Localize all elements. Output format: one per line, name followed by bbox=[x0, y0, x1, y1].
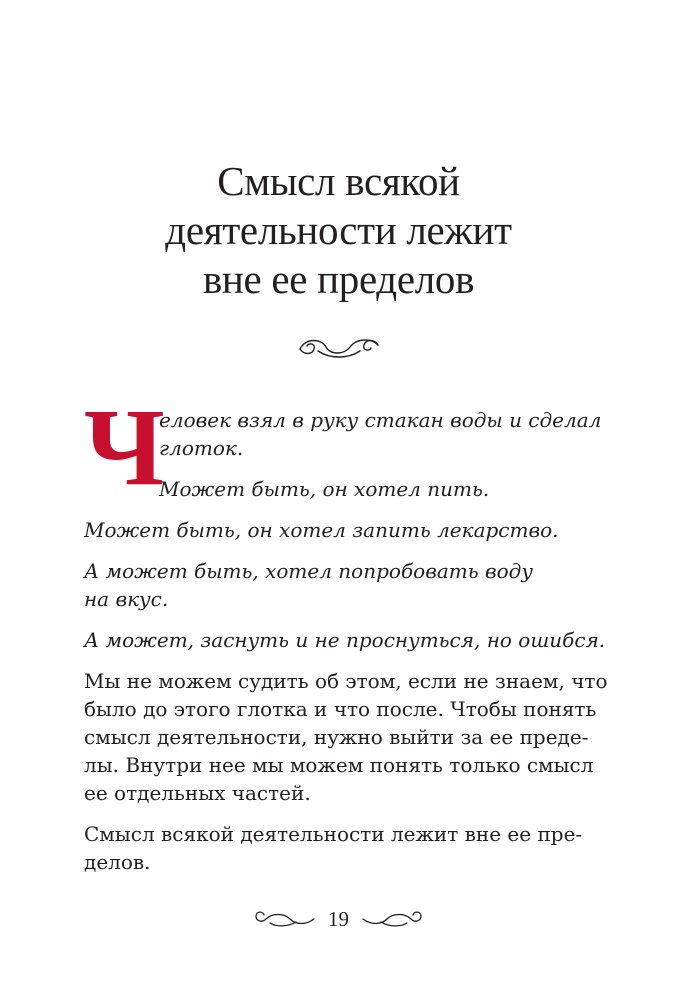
paragraph bbox=[84, 626, 604, 654]
text-line: А может, заснуть и не проснуться, но ошибся. bbox=[84, 628, 606, 652]
body-text bbox=[84, 406, 608, 876]
text-line: делов. bbox=[84, 850, 151, 874]
text-line: еловек взял в руку стакан воды и сделал bbox=[159, 408, 602, 432]
page-number: 19 bbox=[328, 907, 349, 931]
text-line: Смысл всякой деятельности лежит вне ее пре- bbox=[84, 822, 583, 846]
chapter-title-line: деятельности лежит bbox=[165, 207, 512, 253]
paragraph bbox=[84, 516, 604, 544]
paragraph bbox=[84, 557, 604, 613]
paragraph bbox=[84, 820, 604, 876]
chapter-title bbox=[0, 157, 677, 304]
paragraph bbox=[84, 406, 604, 462]
text-line: Мы не можем судить об этом, если не знаем, что bbox=[84, 669, 608, 693]
text-line: глоток. bbox=[159, 436, 244, 460]
text-line: ее отдельных частей. bbox=[84, 781, 311, 805]
drop-cap: Ч bbox=[84, 386, 165, 508]
text-line: на вкус. bbox=[84, 587, 169, 611]
chapter-title-line: Смысл всякой bbox=[217, 158, 460, 204]
text-line: лы. Внутри нее мы можем понять только смысл bbox=[84, 753, 594, 777]
text-line: Может быть, он хотел пить. bbox=[159, 477, 490, 501]
paragraph bbox=[84, 475, 604, 503]
text-line: Может быть, он хотел запить лекарство. bbox=[84, 518, 559, 542]
text-line: А может быть, хотел попробовать воду bbox=[84, 559, 533, 583]
chapter-title-line: вне ее пределов bbox=[202, 256, 475, 302]
flourish-ornament-icon bbox=[296, 333, 382, 361]
text-line: было до этого глотка и что после. Чтобы понять bbox=[84, 697, 597, 721]
folio-ornament-right-icon bbox=[359, 905, 425, 931]
paragraph bbox=[84, 667, 608, 807]
text-line: смысл деятельности, нужно выйти за ее преде- bbox=[84, 725, 589, 749]
